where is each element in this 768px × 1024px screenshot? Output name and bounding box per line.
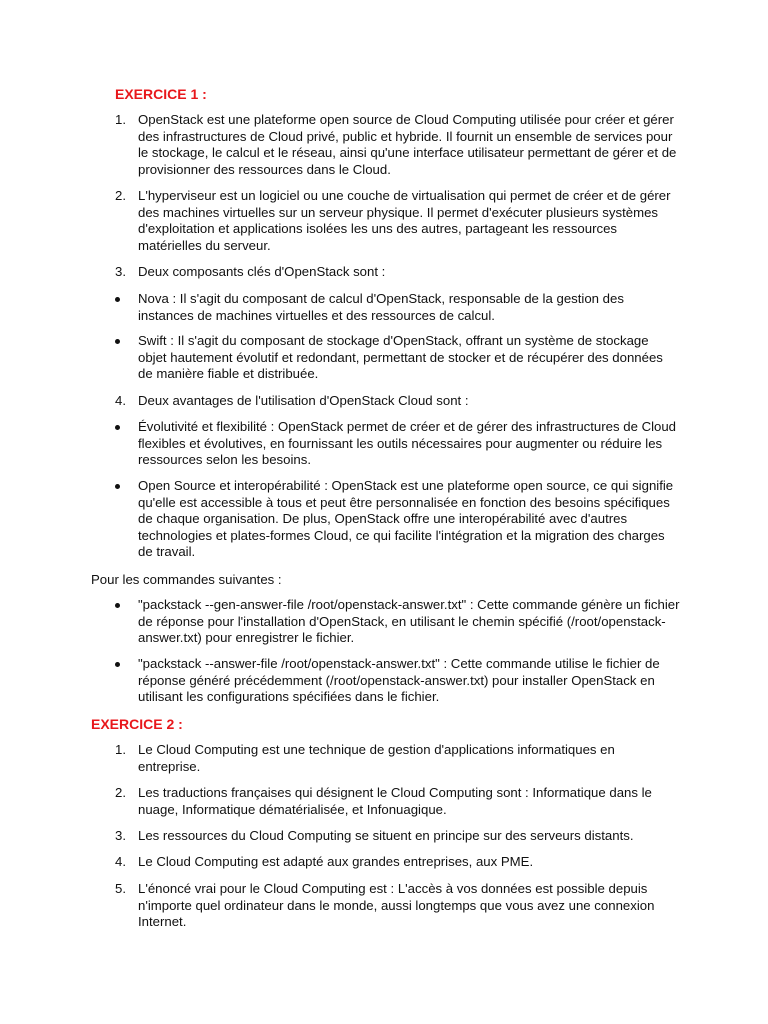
list-item-text: Deux composants clés d'OpenStack sont : — [138, 264, 386, 279]
list-item-text: "packstack --answer-file /root/openstack-answer.txt" : Cette commande utilise le fichier de réponse généré précédemment (/root/openstack-answer.txt) pour installer OpenStack en utilisant les configurations spécifiées dans le fichier. — [138, 656, 660, 705]
list-item-text: Deux avantages de l'utilisation d'OpenStack Cloud sont : — [138, 393, 469, 408]
bullet-icon — [115, 425, 120, 430]
list-number: 4. — [115, 393, 126, 408]
bullet-icon — [115, 339, 120, 344]
bullet-icon — [115, 603, 120, 608]
list-item-text: L'hyperviseur est un logiciel ou une couche de virtualisation qui permet de créer et de gérer des machines virtuelles sur un serveur physique. Il permet d'exécuter plusieurs systèmes d'exploitation et applications isolées les uns des autres, partageant les ressources matérielles du serveur. — [138, 188, 671, 253]
list-item-text: Nova : Il s'agit du composant de calcul d'OpenStack, responsable de la gestion des instances de machines virtuelles et des ressources de calcul. — [138, 291, 624, 323]
list-item-text: "packstack --gen-answer-file /root/openstack-answer.txt" : Cette commande génère un fichier de réponse pour l'installation d'OpenStack, en utilisant le chemin spécifié (/root/openstack-answer.txt) pour enregistrer le fichier. — [138, 597, 680, 646]
bullet-icon — [115, 297, 120, 302]
exercise-1-heading: EXERCICE 1 : — [115, 86, 207, 102]
list-item-text: Le Cloud Computing est adapté aux grandes entreprises, aux PME. — [138, 854, 534, 869]
list-item-text: Le Cloud Computing est une technique de gestion d'applications informatiques en entreprise. — [138, 742, 615, 774]
list-item-text: Swift : Il s'agit du composant de stockage d'OpenStack, offrant un système de stockage objet hautement évolutif et redondant, permettant de stocker et de récupérer des données de manière fiable et distribuée. — [138, 333, 663, 382]
list-item-text: Les ressources du Cloud Computing se situent en principe sur des serveurs distants. — [138, 828, 634, 843]
list-number: 4. — [115, 854, 126, 869]
bullet-icon — [115, 662, 120, 667]
list-item-text: OpenStack est une plateforme open source de Cloud Computing utilisée pour créer et gérer des infrastructures de Cloud privé, public et hybride. Il fournit un ensemble de services pour le stockage, le calcul et le réseau, ainsi qu'une interface utilisateur permettant de gérer et de provisionner des ressources dans le Cloud. — [138, 112, 677, 177]
list-number: 5. — [115, 881, 126, 896]
commands-intro: Pour les commandes suivantes : — [91, 572, 282, 587]
bullet-icon — [115, 484, 120, 489]
list-number: 2. — [115, 188, 126, 203]
list-number: 3. — [115, 264, 126, 279]
list-number: 2. — [115, 785, 126, 800]
list-number: 3. — [115, 828, 126, 843]
list-item-text: Les traductions françaises qui désignent le Cloud Computing sont : Informatique dans le nuage, Informatique dématérialisée, et Infonuagique. — [138, 785, 652, 817]
exercise-2-heading: EXERCICE 2 : — [91, 716, 183, 732]
list-number: 1. — [115, 742, 126, 757]
list-number: 1. — [115, 112, 126, 127]
list-item-text: Évolutivité et flexibilité : OpenStack permet de créer et de gérer des infrastructures de Cloud flexibles et évolutives, en fournissant les outils nécessaires pour augmenter ou réduire les ressources selon les besoins. — [138, 419, 677, 468]
list-item-text: Open Source et interopérabilité : OpenStack est une plateforme open source, ce qui signifie qu'elle est accessible à tous et peut être personnalisée en fonction des besoins spécifiques de chaque organisation. De plus, OpenStack offre une interopérabilité avec d'autres technologies et plates-formes Cloud, ce qui facilite l'intégration et la migration des charges de travail. — [138, 478, 674, 560]
list-item-text: L'énoncé vrai pour le Cloud Computing est : L'accès à vos données est possible depuis n'importe quel ordinateur dans le monde, aussi longtemps que vous avez une connexion Internet. — [138, 881, 655, 930]
